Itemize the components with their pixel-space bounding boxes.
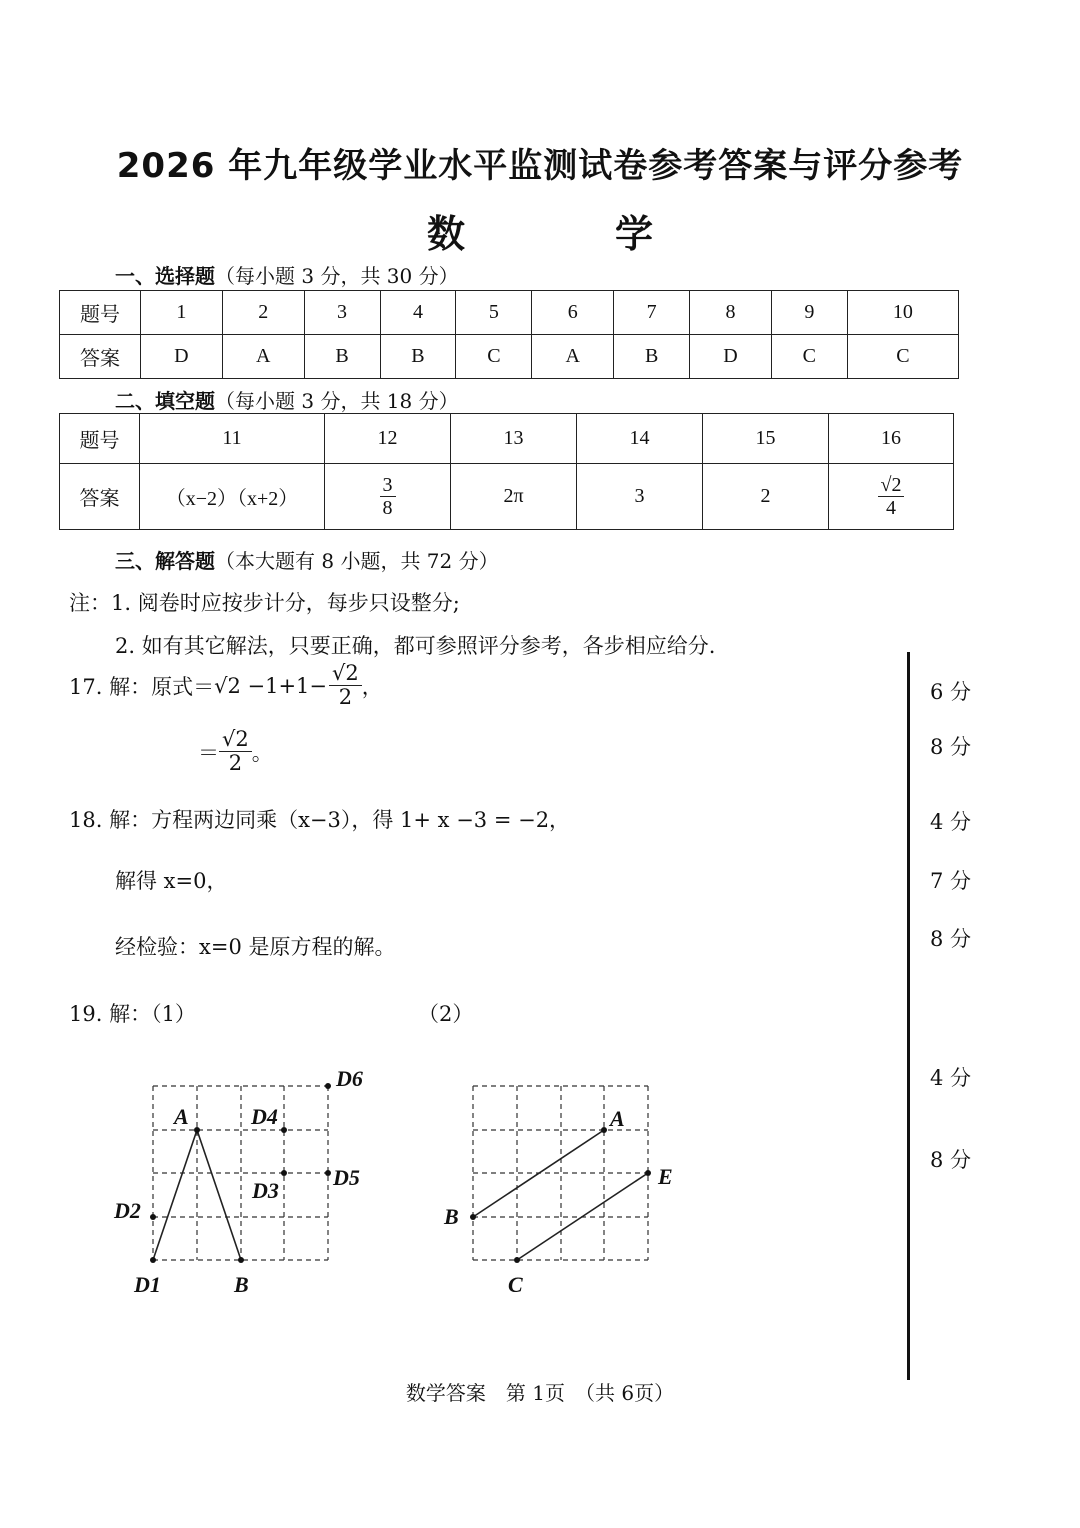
answer-cell: C [847,335,958,379]
question-number: 8 [690,291,772,335]
fill-answer-table [59,413,954,530]
note-line-1: 注：1. 阅卷时应按步计分，每步只设整分; [69,591,460,615]
question-number: 12 [325,414,451,464]
point-label: A [174,1104,189,1129]
point-label: D5 [333,1165,360,1190]
answer-cell: 3 [577,464,703,530]
score-label: 4 分 [930,810,972,834]
q17-line2: ＝ $\frac{√2}{2}$ 。 [198,727,273,776]
fraction: $\frac{√2}{2}$ [329,662,362,709]
point-label: D6 [336,1066,363,1091]
score-label: 8 分 [930,927,972,951]
fraction: $\frac{3}{8}$ [380,474,396,519]
page-footer: 数学答案 第 1页 （共 6页） [405,1381,675,1405]
answer-cell: B [614,335,690,379]
fill-answer-row [60,464,954,530]
question-number: 3 [304,291,380,335]
point-label: D4 [251,1104,278,1129]
answer-cell: 2π [451,464,577,530]
question-number: 14 [577,414,703,464]
q17-line1: 17. 解：原式＝ √2 −1+1− $\frac{√2}{2}$ ， [69,661,383,710]
question-number: 2 [222,291,304,335]
question-number: 7 [614,291,690,335]
question-number: 1 [141,291,223,335]
point-label: B [234,1272,249,1297]
answer-cell: B [380,335,456,379]
row-label: 题号 [60,291,141,335]
fraction: $\frac{√2}{4}$ [878,474,905,519]
score-label: 7 分 [930,869,972,893]
answer-cell: D [690,335,772,379]
question-number: 11 [140,414,325,464]
question-number: 9 [771,291,847,335]
choice-question-row [60,291,959,335]
score-label: 4 分 [930,1066,972,1090]
q18-line1: 18. 解：方程两边同乘（x−3），得 1+ x −3 = −2， [69,808,571,832]
question-number: 15 [703,414,829,464]
choice-answer-row [60,335,959,379]
row-label: 题号 [60,414,140,464]
q18-line2: 解得 x=0， [115,869,228,893]
question-number: 16 [829,414,954,464]
question-number: 13 [451,414,577,464]
score-divider [907,652,910,1380]
fill-question-row [60,414,954,464]
score-label: 8 分 [930,735,972,759]
point-label: B [444,1204,459,1229]
answer-cell: C [456,335,532,379]
answer-cell: 2 [703,464,829,530]
grid-figure-1 [100,1060,380,1310]
question-number: 6 [532,291,614,335]
answer-cell [325,464,451,530]
answer-cell: D [141,335,223,379]
q19-label: 19. 解：（1） [69,1002,196,1026]
point-label: D3 [252,1178,279,1203]
question-number: 10 [847,291,958,335]
score-label: 6 分 [930,680,972,704]
row-label: 答案 [60,335,141,379]
point-label: A [610,1106,625,1131]
q19-label-2: （2） [418,1002,474,1026]
question-number: 5 [456,291,532,335]
point-label: D1 [134,1272,161,1297]
section1-heading: 一、选择题（每小题 3 分，共 30 分） [115,264,459,288]
section3-heading: 三、解答题（本大题有 8 小题，共 72 分） [115,549,499,573]
answer-cell: （x−2）（x+2） [140,464,325,530]
page-title: 2026 年九年级学业水平监测试卷参考答案与评分参考 [116,146,964,186]
score-label: 8 分 [930,1148,972,1172]
subject-right: 学 [615,211,654,256]
section2-heading: 二、填空题（每小题 3 分，共 18 分） [115,389,459,413]
answer-cell [829,464,954,530]
point-label: E [658,1164,673,1189]
point-label: C [508,1272,523,1297]
subject-title [0,203,1080,258]
row-label: 答案 [60,464,140,530]
subject-left: 数 [426,211,465,256]
question-number: 4 [380,291,456,335]
q18-line3: 经检验：x=0 是原方程的解。 [115,935,396,959]
answer-cell: C [771,335,847,379]
grid-figure-2 [430,1060,710,1310]
note-line-2: 2. 如有其它解法，只要正确，都可参照评分参考，各步相应给分. [115,634,716,658]
answer-cell: A [532,335,614,379]
fraction: $\frac{√2}{2}$ [219,728,252,775]
point-label: D2 [114,1198,141,1223]
answer-cell: A [222,335,304,379]
answer-cell: B [304,335,380,379]
choice-answer-table [59,290,959,379]
